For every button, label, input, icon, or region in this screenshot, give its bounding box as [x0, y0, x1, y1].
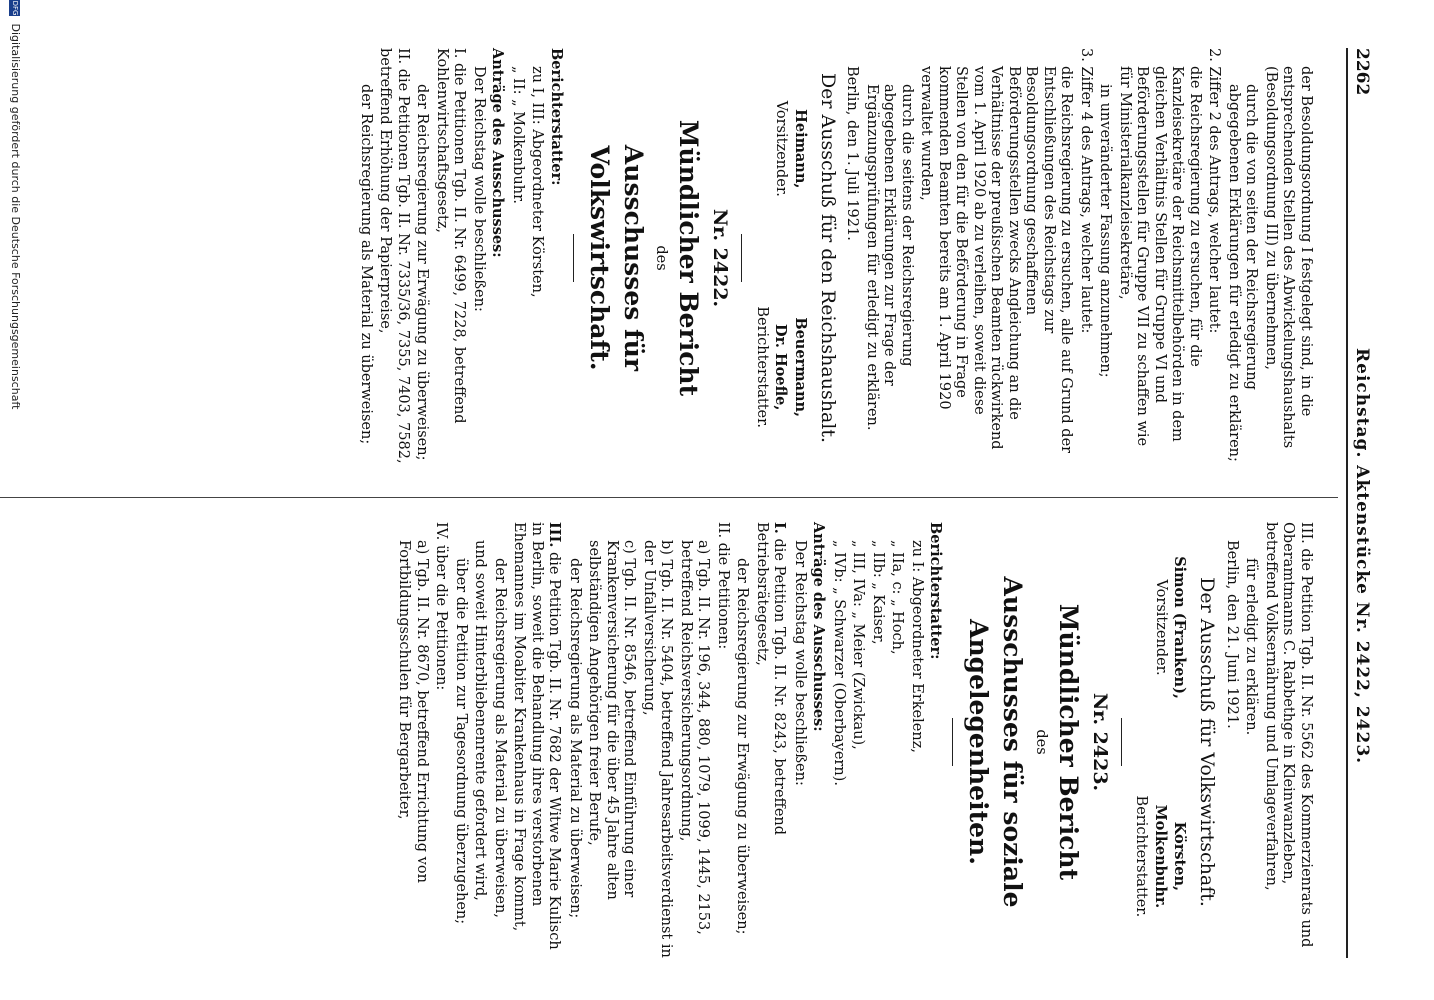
chair-name: Simon (Franken), [1171, 556, 1189, 699]
report-date: Berlin, den 1. Juli 1921. [844, 66, 861, 241]
ziffer3-head: 3. Ziffer 4 des Antrags, welcher lautet: [1078, 48, 1094, 334]
rapporteur-name-1: Beuermann, [792, 317, 809, 418]
signatures [751, 48, 810, 468]
committee-name: Der Ausschuß für den Reichshaushalt. [817, 72, 839, 444]
motion-item: I. die Petition Tgb. II. Nr. 8243, betreffend Betriebsrätegesetz, [753, 522, 789, 836]
document-number: Nr. 2422. [709, 208, 732, 308]
section-rule [1121, 718, 1122, 766]
report-title: Mündlicher Bericht [674, 119, 704, 397]
page-header [1350, 48, 1372, 958]
report-date: Berlin, den 21. Juni 1921. [1224, 540, 1240, 729]
motion-item-head: II. die Petitionen: [714, 522, 731, 650]
intro-paragraph: der Besoldungsordnung I festgelegt sind, in die entsprechenden Stellen des Abwickelungshaushalts (Besoldungsordnung III) zu übernehmen, [1263, 66, 1314, 449]
reichstag-line: Der Reichstag wolle beschließen: [791, 540, 808, 786]
rapporteur-name-1: Körsten, [1171, 821, 1189, 892]
report-des: des [1032, 729, 1049, 755]
rapporteurs-heading: Berichterstatter: [547, 48, 565, 186]
motion-item-mid: und soweit Hinterbliebenenrente gefordert wird, [472, 540, 489, 901]
title-rule [952, 718, 953, 766]
rapporteur-role: Berichterstatter. [1133, 795, 1150, 918]
page-header-title: Reichstag. Aktenstücke Nr. 2422, 2423. [1352, 348, 1372, 765]
motion-item-tail: der Reichsregierung als Material zu überweisen; [357, 84, 374, 445]
sub-item: c) Tgb. II. Nr. 8546, betreffend Einführung einer Krankenversicherung für die über 45 Jahre alten selbständigen Angehörigen freier Berufe, [586, 540, 638, 900]
motion-item: II. die Petitionen Tgb. II. Nr. 7335/36, 7355, 7403, 7582, betreffend Erhöhung der Papierpreise, [377, 48, 411, 464]
ziffer3-tail: durch die seitens der Reichsregierung abgegebenen Erklärungen zur Frage der Ergänzungsprüfungen für erledigt zu erklären. [864, 84, 915, 431]
page-number: 2262 [1352, 48, 1372, 96]
rapporteur-line: „ III, IVa: „ Meier (Zwickau), [850, 540, 867, 750]
chair-name: Heimann, [792, 109, 809, 189]
section-rule [741, 234, 742, 282]
motion-item: III. die Petition Tgb. II. Nr. 5562 des Kommerzienrats und Oberamtmanns C. Rabbethge in Kleinwanzleben, betreffend Volksernährung und Umlageverfahren, [1263, 522, 1314, 948]
rapporteur-line: zu I, III: Abgeordneter Körsten, [529, 66, 546, 298]
ziffer3-body: die Reichsregierung zu ersuchen, alle auf Grund der Entschließungen des Reichstags zur Besoldungsordnung geschaffenen Beförderungsstellen zwecks Angleichung an die Verhältnisse der preußischen Beamten rückwirkend vom 1. April 1920 ab zu verleihen, soweit diese Stellen von den für die Beförderung in Frage kommenden Beamten bereits am 1. April 1920 verwaltet wurden, [918, 66, 1075, 454]
column-divider [0, 497, 1338, 498]
document-number: Nr. 2423. [1088, 692, 1111, 792]
motion-item-tail: für erledigt zu erklären. [1243, 558, 1260, 736]
report-title: Mündlicher Bericht [1053, 603, 1083, 881]
report-des: des [653, 245, 670, 271]
motion-item: III. die Petition Tgb. II. Nr. 7682 der Witwe Marie Kulisch in Berlin, soweit die Behandlung ihres verstorbenen Ehemannes im Moabiter Krankenhaus in Frage kommt, [511, 522, 564, 950]
dfg-logo-icon: DFG [11, 0, 20, 16]
sub-item: b) Tgb. II. Nr. 5404, betreffend Jahresarbeitsverdienst in der Unfallversicherung, [640, 540, 675, 958]
rapporteur-line: zu I: Abgeordneter Erkelenz, [908, 540, 925, 753]
header-rule [1346, 48, 1348, 958]
ziffer2-tail: in unveränderter Fassung anzunehmen; [1097, 84, 1114, 378]
reichstag-line: Der Reichstag wolle beschließen: [470, 66, 487, 312]
rapporteur-line: „ IIa, c: „ Hoch, [889, 540, 906, 655]
sub-item: a) Tgb. II. Nr. 8670, betreffend Errichtung von Fortbildungsschulen für Bergarbeiter, [396, 540, 430, 883]
title-rule [573, 234, 574, 282]
dfg-footer-text: Digitalisierung gefördert durch die Deutsche Forschungsgemeinschaft [9, 23, 22, 410]
motion-item-tail: der Reichsregierung als Material zu überweisen; [566, 558, 583, 919]
motions-heading: Anträge des Ausschusses: [810, 522, 828, 732]
ziffer2-head: 2. Ziffer 2 des Antrags, welcher lautet: [1206, 48, 1223, 334]
motion-item-tail: der Reichsregierung zur Erwägung zu überweisen; [734, 558, 751, 935]
left-column [354, 48, 1314, 468]
chair-role: Vorsitzender. [773, 100, 790, 197]
committee-title: Ausschusses für Volkswirtschaft. [584, 144, 648, 372]
rapporteur-line: „ IVb: „ Schwarzer (Oberbayern). [830, 540, 847, 786]
sub-item: a) Tgb. II. Nr. 196, 344, 880, 1079, 1099, 1445, 2153, betreffend Reichsversicherungsordnung, [677, 540, 712, 935]
committee-title: Ausschusses für soziale Angelegenheiten. [964, 576, 1028, 908]
motion-item-tail: über die Petition zur Tagesordnung überzugehen; [452, 558, 469, 925]
dfg-footer [9, 0, 22, 1000]
motions-heading: Anträge des Ausschusses: [489, 48, 507, 258]
motion-item: I. die Petitionen Tgb. II. Nr. 6499, 7228, betreffend Kohlenwirtschaftsgesetz, [433, 48, 468, 424]
rapporteur-line: „ II: „ Molkenbuhr. [509, 66, 526, 205]
rapporteur-line: „ IIb: „ Kaiser, [869, 540, 886, 645]
motion-item-tail: der Reichsregierung zur Erwägung zu überweisen; [414, 84, 431, 461]
rapporteurs-heading: Berichterstatter: [927, 522, 945, 660]
ziffer2-body: die Reichsregierung zu ersuchen, für die Kanzleisekretäre der Reichsmittelbehörden in dem gleichen Verhältnis Stellen für Gruppe VI und Beförderungsstellen für Gruppe VII zu schaffen wie für Ministerialkanzleisekretäre, [1117, 66, 1203, 447]
intro-tail: durch die von seiten der Reichsregierung abgegebenen Erklärungen für erledigt zu erklären; [1226, 84, 1260, 462]
signatures [1130, 522, 1189, 962]
rapporteur-role: Berichterstatter. [754, 306, 770, 429]
motion-item-tail: der Reichsregierung als Material zu überweisen, [491, 558, 508, 918]
committee-name: Der Ausschuß für Volkswirtschaft. [1196, 577, 1219, 907]
right-column [393, 522, 1314, 962]
rapporteur-name-2: Molkenbuhr. [1152, 804, 1169, 909]
motion-item-head: IV. über die Petitionen: [433, 522, 450, 691]
chair-role: Vorsitzender. [1153, 579, 1169, 676]
rapporteur-name-2: Dr. Hoefle, [772, 324, 790, 411]
